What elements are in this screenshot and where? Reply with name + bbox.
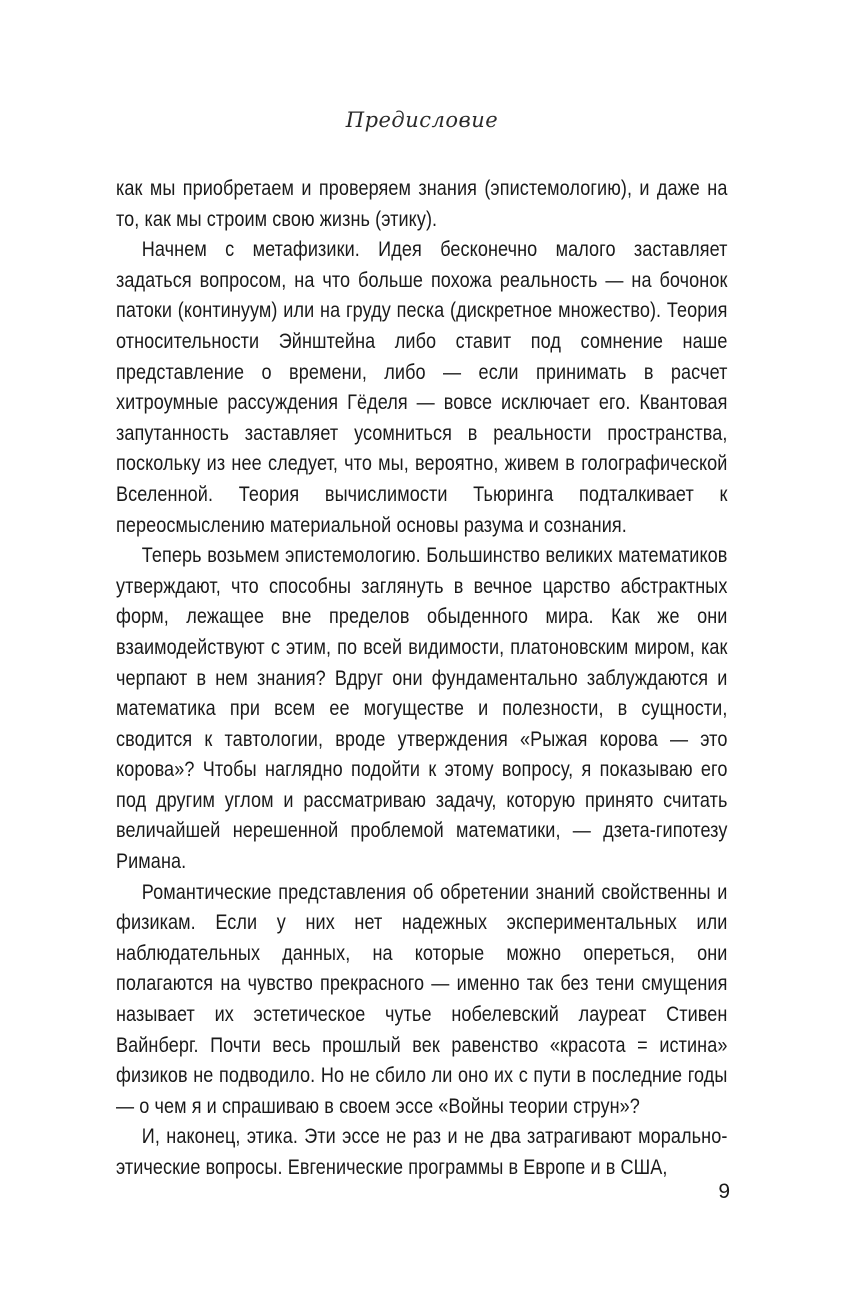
- body-text: [116, 174, 728, 1184]
- paragraph-3: Теперь возьмем эпистемологию. Большинство великих математиков утверждают, что способны заглянуть в вечное царство абстрактных форм, лежащее вне пределов обыденного мира. Как же они взаимодействуют с этим, по всей видимости, платоновским миром, как черпают в нем знания? Вдруг они фундаментально заблуждаются и математика при всем ее могуществе и полезности, в сущности, сводится к тавтологии, вроде утверждения «Рыжая корова — это корова»? Чтобы наглядно подойти к этому вопросу, я показываю его под другим углом и рассматриваю задачу, которую принято считать величайшей нерешенной проблемой математики, — дзета-гипотезу Римана.: [116, 544, 728, 874]
- paragraph-5: И, наконец, этика. Эти эссе не раз и не два затрагивают морально-этические вопросы. Евгенические программы в Европе и в США,: [116, 1125, 728, 1179]
- paragraph-1: как мы приобретаем и проверяем знания (эпистемологию), и даже на то, как мы строим свою жизнь (этику).: [116, 177, 728, 231]
- page-number: 9: [718, 1180, 730, 1203]
- running-head: Предисловие: [345, 108, 499, 132]
- paragraph-4: Романтические представления об обретении знаний свойственны и физикам. Если у них нет надежных экспериментальных или наблюдательных данных, на которые можно опереться, они полагаются на чувство прекрасного — именно так без тени смущения называет их эстетическое чутье нобелевский лауреат Стивен Вайнберг. Почти весь прошлый век равенство «красота = истина» физиков не подводило. Но не сбило ли оно их с пути в последние годы — о чем я и спрашиваю в своем эссе «Войны теории струн»?: [116, 880, 728, 1118]
- paragraph-2: Начнем с метафизики. Идея бесконечно малого заставляет задаться вопросом, на что больше похожа реальность — на бочонок патоки (континуум) или на груду песка (дискретное множество). Теория относительности Эйнштейна либо ставит под сомнение наше представление о времени, либо — если принимать в расчет хитроумные рассуждения Гёделя — вовсе исключает его. Квантовая запутанность заставляет усомниться в реальности пространства, поскольку из нее следует, что мы, вероятно, живем в голографической Вселенной. Теория вычислимости Тьюринга подталкивает к переосмыслению материальной основы разума и сознания.: [116, 238, 728, 537]
